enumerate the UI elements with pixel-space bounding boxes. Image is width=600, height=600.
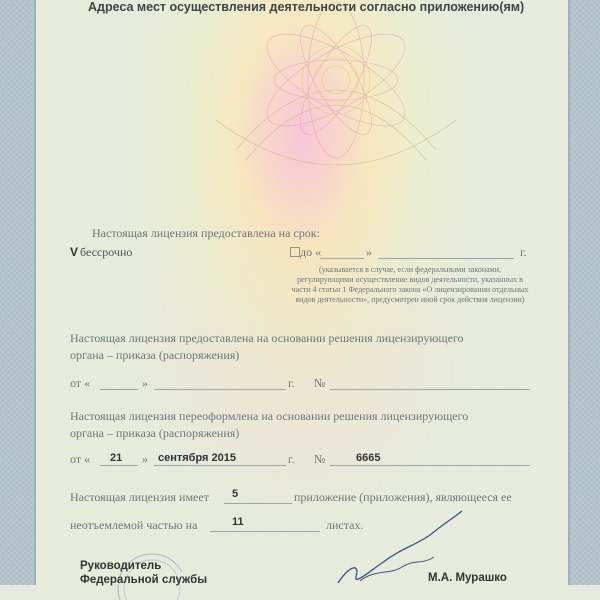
reissued-day-line [100,465,138,466]
addresses-heading: Адреса мест осуществления деятельности согласно приложению(ям) [88,0,525,14]
term-label: Настоящая лицензия предоставлена на срок: [92,226,320,240]
term-quote-close: » [366,245,372,259]
signatory-title-line1: Руководитель [80,560,162,572]
term-note: (указывается в случае, если федеральными законами, регулирующими осуществление видов деятельности, указанных в части 4 статьи 1 Федерального закона «О лицензировании отдельных видов деятельности», предусмотрен иной срок действия лицензии) [291,265,529,304]
appendix-has-label: Настоящая лицензия имеет [70,490,209,504]
appendix-count-line [224,503,292,504]
granted-line1: Настоящая лицензия предоставлена на основании решения лицензирующего [70,331,464,345]
reissued-quote-close: » [142,452,148,466]
granted-number-sign: № [314,376,326,390]
granted-number-line [330,389,530,390]
reissued-from-label: от « [70,452,91,466]
unlimited-check-mark: V [70,245,79,259]
term-month-line [378,258,514,259]
signatory-title-line2: Федеральной службы [80,574,208,586]
appendix-text: приложение (приложения), являющееся ее [294,490,512,504]
granted-year-suffix: г. [288,376,295,390]
unlimited-option: бессрочно [80,245,133,259]
guilloche-rosette [176,0,496,230]
granted-quote-close: » [142,376,148,390]
term-day-line [320,258,364,259]
appendix-count: 5 [232,488,239,500]
granted-month-line [154,389,286,390]
reissued-number-line [330,465,530,466]
reissued-month-line [154,465,286,466]
reissued-month-year: сентября 2015 [158,452,236,464]
granted-from-label: от « [70,376,91,390]
granted-day-line [100,389,138,390]
reissued-line1: Настоящая лицензия переоформлена на основании решения лицензирующего [70,409,469,423]
appendix-sheets-line [210,531,320,532]
reissued-day: 21 [110,452,123,464]
term-until-checkbox [290,247,300,257]
granted-line2: органа – приказа (распоряжения) [70,348,240,362]
appendix-sheets-label: листах. [326,518,364,532]
reissued-number: 6665 [356,452,381,464]
reissued-year-suffix: г. [288,452,295,466]
reissued-line2: органа – приказа (распоряжения) [70,426,240,440]
appendix-sheets: 11 [232,516,244,528]
signatory-name: М.А. Мурашко [428,572,507,584]
term-year-suffix: г. [520,245,527,259]
term-until-prefix: до « [300,245,322,259]
reissued-number-sign: № [314,452,326,466]
appendix-integral-label: неотъемлемой частью на [70,518,198,532]
